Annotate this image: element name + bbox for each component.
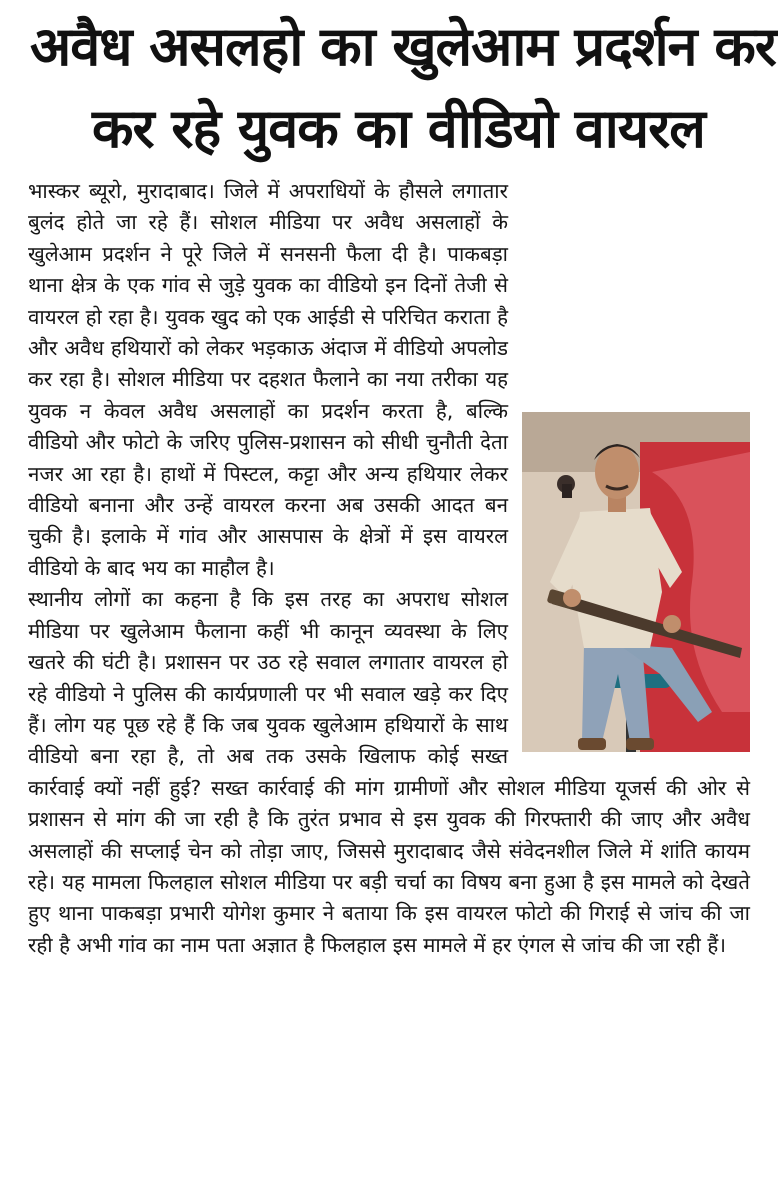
article-body [28,176,750,961]
headline-line-2: कर रहे युवक का वीडियो वायरल [92,97,705,160]
paragraph-2: स्थानीय लोगों का कहना है कि इस तरह का अपराध सोशल मीडिया पर खुलेआम फैलाना कहीं भी कानून व्यवस्था के लिए खतरे की घंटी है। प्रशासन पर उठ रहे सवाल लगातार वायरल हो रहे वीडियो ने पुलिस की कार्यप्रणाली पर भी सवाल खड़े कर दिए हैं। लोग यह पूछ रहे हैं कि जब युवक खुलेआम हथियारों के साथ वीडियो बना रहा है, तो अब तक उसके खिलाफ कोई सख्त कार्रवाई क्यों नहीं हुई? सख्त कार्रवाई की मांग ग्रामीणों और सोशल मीडिया यूजर्स की ओर से प्रशासन से मांग की जा रही है कि तुरंत प्रभाव से इस युवक की गिरफ्तारी की जाए और अवैध असलाहों की सप्लाई चेन को तोड़ा जाए, जिससे मुरादाबाद जैसे संवेदनशील जिले में शांति कायम रहे। यह मामला फिलहाल सोशल मीडिया पर बड़ी चर्चा का विषय बना हुआ है इस मामले को देखते हुए थाना पाकबड़ा प्रभारी योगेश कुमार ने बताया कि इस वायरल फोटो की गिराई से जांच की जा रही है अभी गांव का नाम पता अज्ञात है फिलहाल इस मामले में हर एंगल से जांच की जा रही हैं। [28,587,750,957]
headline-line-1: अवैध असलहो का खुलेआम प्रदर्शन कर [30,15,776,78]
paragraph-1: भास्कर ब्यूरो, मुरादाबाद। जिले में अपराधियों के हौसले लगातार बुलंद होते जा रहे हैं। सोशल मीडिया पर अवैध असलाहों के खुलेआम प्रदर्शन ने पूरे जिले में सनसनी फैला दी है। पाकबड़ा थाना क्षेत्र के एक गांव से जुड़े युवक का वीडियो इन दिनों तेजी से वायरल हो रहा है। युवक खुद को एक आईडी से परिचित कराता है और अवैध हथियारों को लेकर भड़काऊ अंदाज में वीडियो अपलोड कर रहा है। सोशल मीडिया पर दहशत फैलाने का नया तरीका यह युवक न केवल अवैध असलाहों का प्रदर्शन करता है, बल्कि वीडियो और फोटो के जरिए पुलिस-प्रशासन को सीधी चुनौती देता नजर आ रहा है। हाथों में पिस्टल, कट्टा और अन्य हथियार लेकर वीडियो बनाना और उन्हें वायरल करना अब उसकी आदत बन चुकी है। इलाके में गांव और आसपास के क्षेत्रों में इस वायरल वीडियो के बाद भय का माहौल है। [28,179,508,580]
news-photo [522,412,750,752]
photo-illustration [522,412,750,752]
